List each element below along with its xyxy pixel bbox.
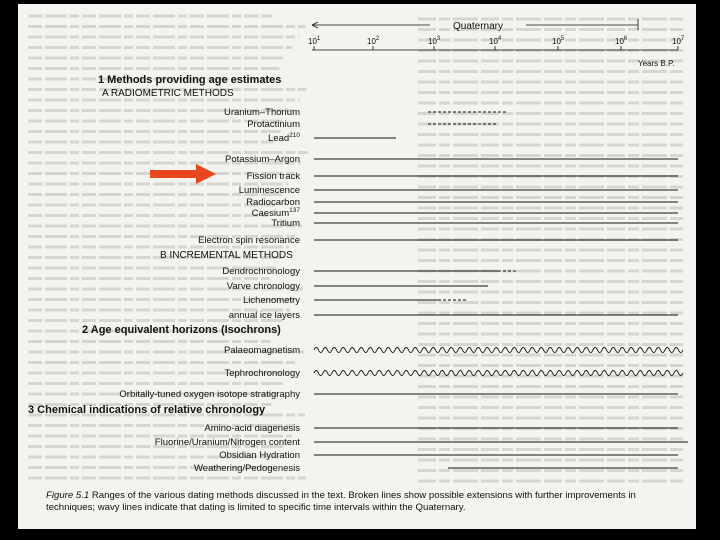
scanned-page — [18, 4, 696, 529]
method-rows — [119, 107, 688, 474]
method-label: Potassium–Argon — [225, 154, 300, 165]
section1-title: 1 Methods providing age estimates — [98, 74, 282, 86]
method-label: Tephrochronology — [224, 368, 300, 379]
axis-tick-exponent: 3 — [436, 36, 441, 42]
method-label: Uranium–Thorium — [223, 107, 300, 118]
caption-label: Figure 5.1 — [46, 490, 90, 501]
method-label-superscript: 137 — [289, 207, 300, 214]
axis-tick-exponent: 2 — [375, 36, 380, 42]
axis-tick-exponent: 5 — [560, 36, 565, 42]
method-label: Protactinium — [247, 119, 300, 130]
caption-text: Ranges of the various dating methods discussed in the text. Broken lines show possible extensions with further improvements in techniques; wavy lines indicate that dating is limited to specific time intervals within the Quaternary. — [46, 490, 636, 513]
axis-tick-exponent: 4 — [497, 36, 502, 42]
method-label: Tritium — [271, 218, 300, 229]
method-label: Varve chronology — [226, 281, 300, 292]
axis-tick-label: $10^4$ — [489, 36, 502, 46]
axis-tick-label: $10^6$ — [615, 36, 628, 46]
method-label: Luminescence — [238, 185, 300, 196]
method-label: Obsidian Hydration — [219, 450, 300, 461]
method-label: Radiocarbon — [246, 197, 300, 208]
method-label: Fission track — [246, 171, 300, 182]
method-label: annual ice layers — [228, 310, 300, 321]
axis-ticks — [308, 36, 685, 50]
method-label: Dendrochronology — [222, 266, 300, 277]
method-label: Lichenometry — [242, 295, 300, 306]
highlight-arrow-icon — [150, 164, 216, 184]
method-label: Electron spin resonance — [198, 235, 300, 246]
axis-tick-label: $10^3$ — [428, 36, 441, 46]
method-label: Amino-acid diagenesis — [204, 423, 300, 434]
axis-tick-label: $10^5$ — [552, 36, 565, 46]
axis-tick-exponent: 6 — [623, 36, 628, 42]
dating-methods-chart — [18, 4, 696, 529]
method-label-superscript: 210 — [289, 132, 300, 139]
range-wavy-line — [314, 348, 683, 353]
radiometric-heading: A RADIOMETRIC METHODS — [102, 88, 234, 99]
range-wavy-line — [314, 371, 683, 376]
axis-tick-label: $10^2$ — [367, 36, 380, 46]
method-label: Lead$^{210}$ — [268, 132, 300, 144]
axis-tick-exponent: 7 — [680, 36, 685, 42]
section2-title: 2 Age equivalent horizons (Isochrons) — [82, 324, 281, 336]
method-label: Palaeomagnetism — [223, 345, 300, 356]
axis-tick-exponent: 1 — [316, 36, 321, 42]
axis-tick-label: $10^7$ — [672, 36, 685, 46]
method-label: Orbitally-tuned oxygen isotope stratigraphy — [119, 389, 300, 400]
method-label: Fluorine/Uranium/Nitrogen content — [154, 437, 300, 448]
era-label: Quaternary — [452, 21, 504, 32]
method-label: Weathering/Pedogenesis — [194, 463, 300, 474]
section3-title: 3 Chemical indications of relative chronology — [28, 404, 266, 416]
axis-unit: Years B.P. — [638, 59, 675, 68]
method-label: Caesium$^{137}$ — [251, 207, 300, 219]
figure-caption — [46, 490, 686, 514]
axis-tick-label: $10^1$ — [308, 36, 321, 46]
incremental-heading: B INCREMENTAL METHODS — [160, 250, 293, 261]
